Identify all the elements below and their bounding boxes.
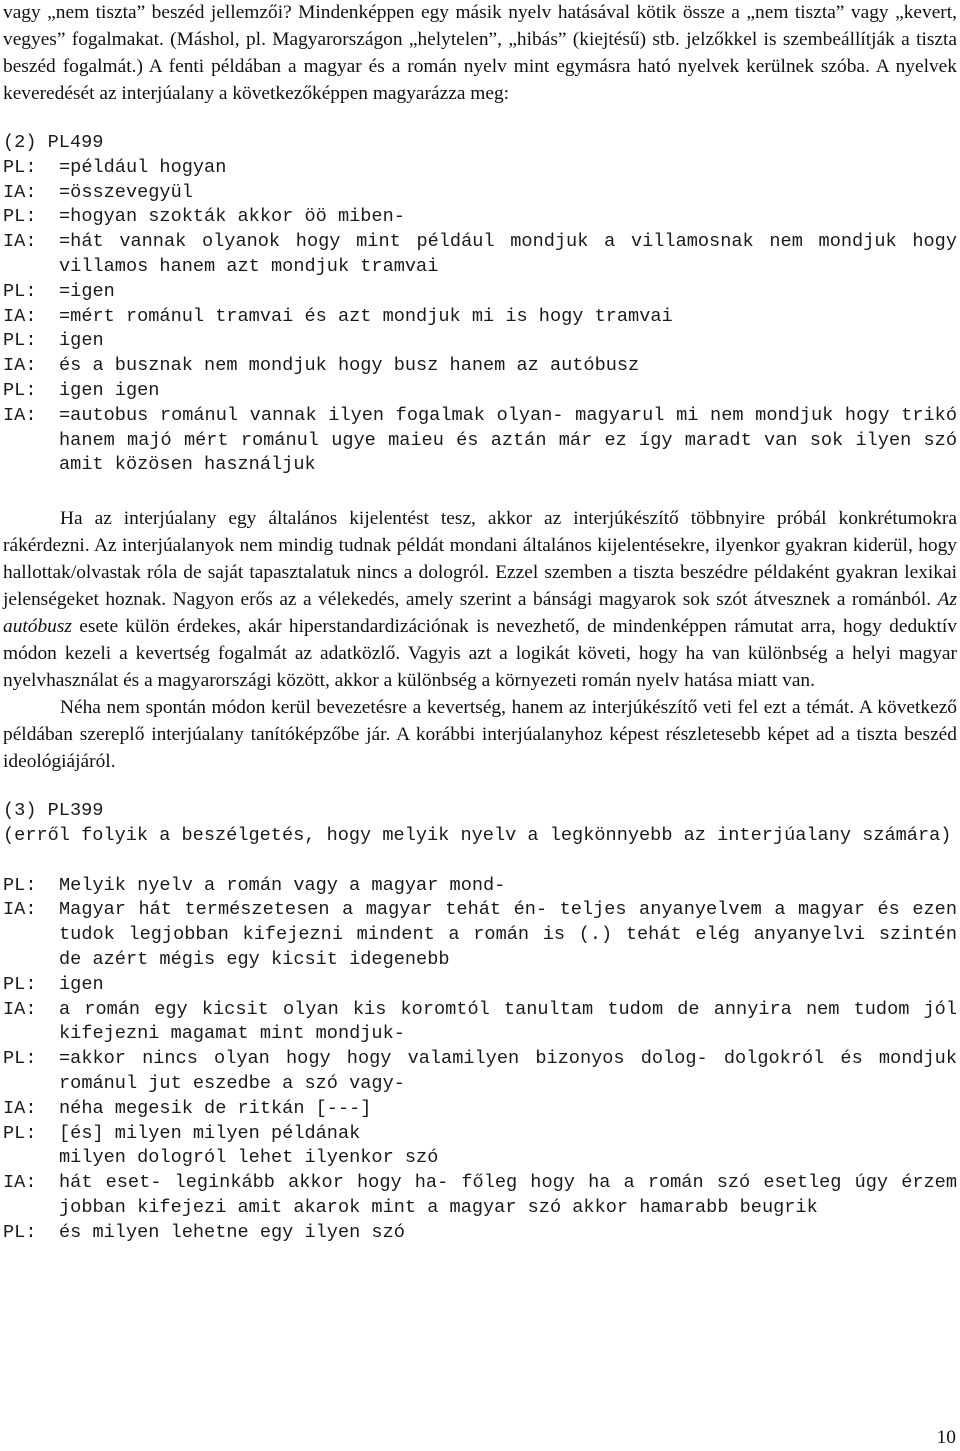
utterance: =igen bbox=[59, 280, 115, 302]
speaker-label: IA: bbox=[3, 899, 37, 921]
utterance: hát eset- leginkább akkor hogy ha- főleg hogy ha a román szó esetleg úgy érzem jobban kifejezi amit akarok mint a magyar szó akkor hamarabb beugrik bbox=[59, 1172, 957, 1218]
paragraph-text: Ha az interjúalany egy általános kijelentést tesz, akkor az interjúkészítő többnyire próbál konkrétumokra rákérdezni. Az interjúalanyok nem mindig tudnak példát mondani általános kijelentésekre, ilyenkor gyakran kiderül, hogy hallottak/olvastak róla de saját tapasztalatuk nincs a dologról. Ezzel szemben a tiszta beszédre példaként gyakran lexikai jelenségeket hoznak. Nagyon erős az a vélekedés, amely szerint a bánsági magyarok sok szót átvesznek a románból. bbox=[3, 508, 957, 611]
utterance: [és] milyen milyen példának bbox=[59, 1122, 361, 1144]
utterance: =akkor nincs olyan hogy hogy valamilyen bizonyos dolog- dolgokról és mondjuk románul jut eszedbe a szó vagy- bbox=[59, 1048, 957, 1094]
paragraph-text: esete külön érdekes, akár hiperstandardizációnak is nevezhető, de mindenképpen rámutat arra, hogy deduktív módon kezeli a kevertség fogalmát az adatközlő. Vagyis azt a logikát követi, hogy ha van különbség a helyi magyar nyelvhasználat és a magyarországi között, akkor a különbség a környezeti román nyelv hatása miatt van. bbox=[3, 616, 957, 692]
transcript-line bbox=[3, 205, 957, 230]
example-3 bbox=[0, 799, 960, 1245]
utterance: Magyar hát természetesen a magyar tehát én- teljes anyanyelvem a magyar és ezen tudok legjobban kifejezni mindent a román is (.) tehát elég anyanyelvi szintén de azért mégis egy kicsit idegenebb bbox=[59, 899, 957, 970]
speaker-label: IA: bbox=[3, 404, 37, 426]
example-3-header: (3) PL399 bbox=[3, 800, 104, 822]
transcript-line bbox=[3, 305, 957, 330]
speaker-label: IA: bbox=[3, 231, 37, 253]
utterance: =hát vannak olyanok hogy mint például mondjuk a villamosnak nem mondjuk hogy villamos hanem azt mondjuk tramvai bbox=[59, 231, 957, 277]
italic-term: Az autóbusz bbox=[3, 589, 957, 638]
transcript-line bbox=[3, 1047, 957, 1097]
transcript-line bbox=[3, 998, 957, 1048]
utterance: =autobus románul vannak ilyen fogalmak olyan- magyarul mi nem mondjuk hogy trikó hanem majó mért románul ugye maieu és aztán már ez így maradt van sok ilyen szó amit közösen használjuk bbox=[59, 404, 957, 476]
utterance: néha megesik de ritkán [---] bbox=[59, 1097, 372, 1119]
body-paragraph-2: Néha nem spontán módon kerül bevezetésre a kevertség, hanem az interjúkészítő veti fel ezt a témát. A következő példában szereplő interjúalany tanítóképzőbe jár. A korábbi interjúalanyhoz képest részletesebb képet ad a tiszta beszéd ideológiájáról. bbox=[3, 697, 957, 773]
utterance: =mért románul tramvai és azt mondjuk mi is hogy tramvai bbox=[59, 305, 673, 327]
utterance: és milyen lehetne egy ilyen szó bbox=[59, 1221, 405, 1243]
page-number: 10 bbox=[936, 1427, 956, 1448]
speaker-label: PL: bbox=[3, 206, 37, 228]
speaker-label: PL: bbox=[3, 1048, 37, 1070]
transcript-line bbox=[3, 1146, 957, 1171]
speaker-label: PL: bbox=[3, 1122, 37, 1144]
speaker-label: IA: bbox=[3, 181, 37, 203]
speaker-label: IA: bbox=[3, 998, 37, 1020]
speaker-label: PL: bbox=[3, 330, 37, 352]
transcript-line bbox=[3, 354, 957, 379]
transcript-line bbox=[3, 230, 957, 280]
spacer bbox=[3, 849, 957, 874]
utterance: igen igen bbox=[59, 379, 160, 401]
transcript-line bbox=[3, 1097, 957, 1122]
utterance: igen bbox=[59, 330, 104, 352]
utterance: Melyik nyelv a román vagy a magyar mond- bbox=[59, 874, 506, 896]
utterance: a román egy kicsit olyan kis koromtól tanultam tudom de annyira nem tudom jól kifejezni magamat mint mondjuk- bbox=[59, 998, 957, 1045]
speaker-label: IA: bbox=[3, 305, 37, 327]
speaker-label: IA: bbox=[3, 1172, 37, 1194]
transcript-line bbox=[3, 973, 957, 998]
transcript-line bbox=[3, 379, 957, 404]
example-2 bbox=[0, 131, 960, 478]
body-paragraph-1 bbox=[0, 505, 960, 694]
transcript-line bbox=[3, 874, 957, 899]
speaker-label: PL: bbox=[3, 156, 37, 178]
transcript-line bbox=[3, 1221, 957, 1246]
speaker-label: PL: bbox=[3, 379, 37, 401]
transcript-line bbox=[3, 404, 957, 478]
speaker-label: IA: bbox=[3, 355, 37, 377]
example-3-context: (erről folyik a beszélgetés, hogy melyik nyelv a legkönnyebb az interjúalany számára) bbox=[3, 824, 952, 846]
speaker-label: IA: bbox=[3, 1097, 37, 1119]
utterance: =hogyan szokták akkor öö miben- bbox=[59, 206, 405, 228]
transcript-line bbox=[3, 156, 957, 181]
utterance: igen bbox=[59, 973, 104, 995]
speaker-label: PL: bbox=[3, 874, 37, 896]
transcript-line bbox=[3, 181, 957, 206]
utterance: és a busznak nem mondjuk hogy busz hanem az autóbusz bbox=[59, 355, 640, 377]
transcript-line bbox=[3, 329, 957, 354]
transcript-line bbox=[3, 898, 957, 972]
utterance: milyen dologról lehet ilyenkor szó bbox=[59, 1147, 439, 1169]
transcript-line bbox=[3, 280, 957, 305]
utterance: =összevegyül bbox=[59, 181, 193, 203]
intro-paragraph: vagy „nem tiszta” beszéd jellemzői? Mindenképpen egy másik nyelv hatásával kötik össze a „nem tiszta” vagy „kevert, vegyes” fogalmakat. (Máshol, pl. Magyarországon „helytelen”, „hibás” (kiejtésű) stb. jelzőkkel is szembeállítják a tiszta beszéd fogalmát.) A fenti példában a magyar és a román nyelv mint egymásra ható nyelvek kerülnek szóba. A nyelvek keveredését az interjúalany a következőképpen magyarázza meg: bbox=[3, 2, 957, 104]
example-2-header: (2) PL499 bbox=[3, 132, 104, 153]
speaker-label: PL: bbox=[3, 973, 37, 995]
utterance: =például hogyan bbox=[59, 156, 227, 178]
transcript-line bbox=[3, 1171, 957, 1221]
transcript-line bbox=[3, 1122, 957, 1147]
speaker-label: PL: bbox=[3, 280, 37, 302]
speaker-label bbox=[3, 1146, 59, 1171]
speaker-label: PL: bbox=[3, 1221, 37, 1243]
